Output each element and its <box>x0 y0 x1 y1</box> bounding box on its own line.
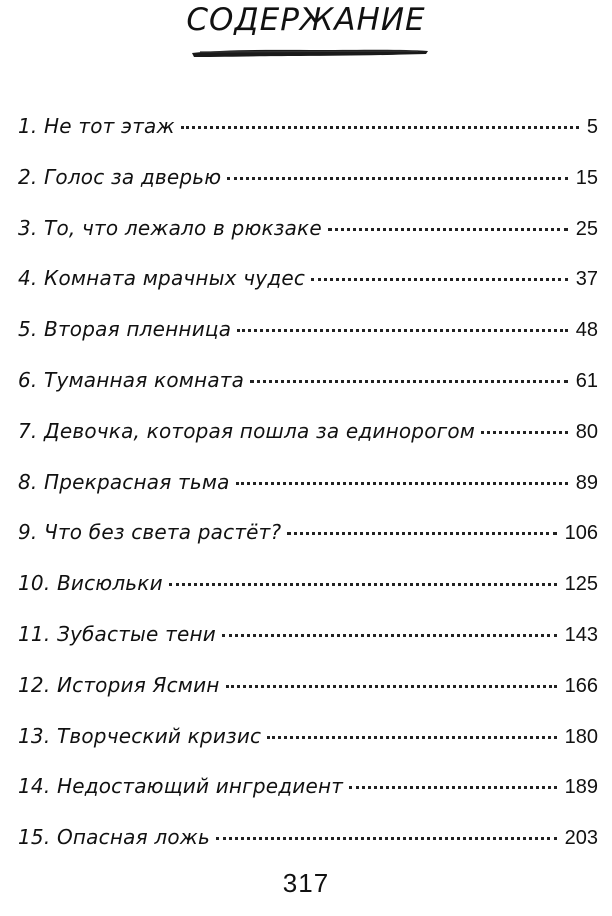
dot-leader <box>267 736 556 739</box>
toc-entry-title: 8. Прекрасная тьма <box>18 469 230 494</box>
dot-leader <box>226 685 557 688</box>
toc-entry <box>18 774 598 825</box>
toc-entry <box>18 571 598 622</box>
toc-entry-page: 37 <box>575 268 598 291</box>
toc-entry-page: 15 <box>575 166 598 189</box>
toc-entry-page: 80 <box>575 420 598 443</box>
dot-leader <box>222 634 557 637</box>
toc-entry <box>18 622 598 673</box>
toc-entry-page: 106 <box>564 522 598 545</box>
toc-entry <box>18 724 598 775</box>
toc-entry-page: 143 <box>564 623 598 646</box>
dot-leader <box>250 380 568 383</box>
toc-entry <box>18 165 598 216</box>
toc-entry <box>18 216 598 267</box>
toc-entry-page: 189 <box>564 776 598 799</box>
toc-entry-title: 2. Голос за дверью <box>18 164 222 189</box>
toc-entry-title: 9. Что без света растёт? <box>18 520 282 545</box>
toc-entry <box>18 470 598 521</box>
dot-leader <box>349 786 556 789</box>
dot-leader <box>181 126 579 129</box>
dot-leader <box>481 431 568 434</box>
toc-entry-title: 5. Вторая пленница <box>18 317 232 342</box>
dot-leader <box>236 482 568 485</box>
toc-entry <box>18 368 598 419</box>
dot-leader <box>237 329 568 332</box>
dot-leader <box>328 228 568 231</box>
toc-entry <box>18 673 598 724</box>
toc-entry-title: 15. Опасная ложь <box>18 825 210 850</box>
toc-entry-title: 4. Комната мрачных чудес <box>18 266 306 291</box>
toc-entry-page: 125 <box>564 573 598 596</box>
toc-entry-page: 61 <box>575 369 598 392</box>
toc-entry-title: 1. Не тот этаж <box>18 114 175 138</box>
toc-entry-title: 11. Зубастые тени <box>18 621 216 646</box>
toc-entry-title: 3. То, что лежало в рюкзаке <box>18 215 322 240</box>
toc-entry-page: 89 <box>575 471 598 494</box>
toc-entry-title: 6. Туманная комната <box>18 367 245 392</box>
toc-entry-page: 48 <box>575 319 598 342</box>
dot-leader <box>227 177 567 180</box>
page-title: СОДЕРЖАНИЕ <box>186 2 426 38</box>
dot-leader <box>216 837 557 840</box>
toc-entry-page: 166 <box>564 674 598 697</box>
toc-entry-page: 5 <box>586 116 598 138</box>
toc-entry-title: 10. Висюльки <box>18 571 163 596</box>
dot-leader <box>169 583 557 586</box>
toc-entry <box>18 317 598 368</box>
toc-entry <box>18 520 598 571</box>
toc-entry-page: 25 <box>575 217 598 240</box>
toc-entry-title: 14. Недостающий ингредиент <box>18 774 344 799</box>
dot-leader <box>287 532 556 535</box>
toc-entry-page: 180 <box>564 725 598 748</box>
dot-leader <box>311 278 568 281</box>
toc-entry-title: 7. Девочка, которая пошла за единорогом <box>18 418 476 443</box>
toc-entry-title: 13. Творческий кризис <box>18 723 262 748</box>
title-underline-stroke <box>190 44 430 60</box>
toc-entry <box>18 114 598 165</box>
toc-entry-title: 12. История Ясмин <box>18 672 220 697</box>
toc-entry <box>18 266 598 317</box>
table-of-contents <box>18 114 598 876</box>
page-number: 317 <box>282 868 330 898</box>
toc-entry <box>18 419 598 470</box>
toc-entry-page: 203 <box>564 827 598 850</box>
